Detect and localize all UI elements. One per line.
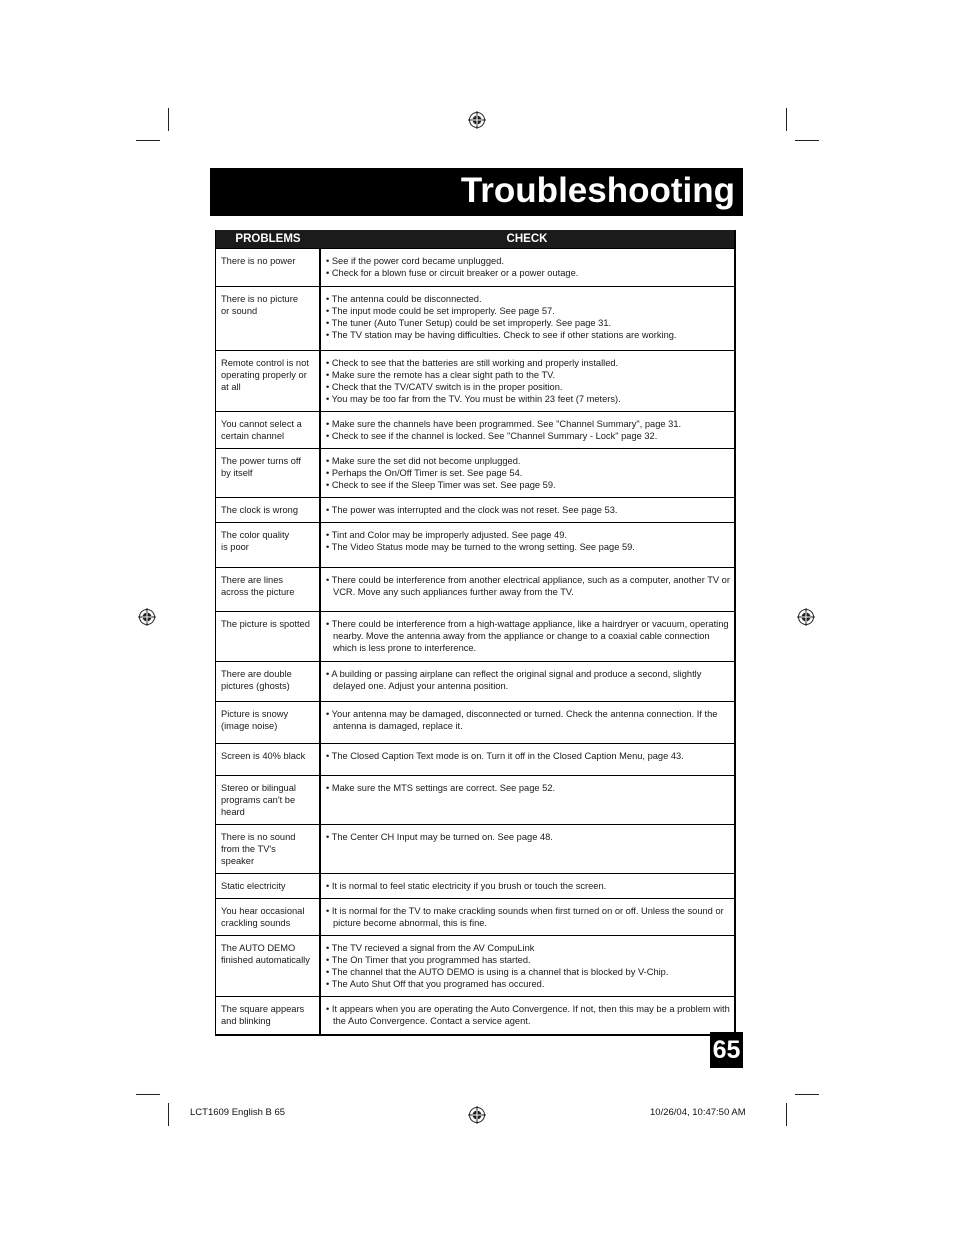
check-cell <box>320 523 735 568</box>
table-body <box>216 249 736 1035</box>
check-item: • Make sure the channels have been programmed. See "Channel Summary", page 31. <box>326 419 682 429</box>
check-cell <box>320 825 735 874</box>
problem-cell <box>216 662 321 702</box>
table-row <box>216 498 736 523</box>
check-item: • The tuner (Auto Tuner Setup) could be set improperly. See page 31. <box>326 318 612 328</box>
check-cell <box>320 351 735 412</box>
table-row <box>216 449 736 498</box>
crop-mark <box>136 1094 160 1095</box>
crop-mark <box>795 140 819 141</box>
check-cell <box>320 744 735 776</box>
check-cell <box>320 612 735 662</box>
page-number: 65 <box>710 1032 743 1068</box>
problem-text: heard <box>221 807 245 817</box>
problem-cell <box>216 825 321 874</box>
check-item: • There could be interference from another electrical appliance, such as a computer, another TV or VCR. Move any such appliances further away from the TV. <box>326 575 730 597</box>
check-header: CHECK <box>320 230 735 249</box>
problem-cell <box>216 568 321 612</box>
problem-text: operating properly or <box>221 370 307 380</box>
problem-text: speaker <box>221 856 255 866</box>
check-cell <box>320 412 735 449</box>
check-item: • The antenna could be disconnected. <box>326 294 482 304</box>
problem-text: pictures (ghosts) <box>221 681 290 691</box>
problem-text: programs can't be <box>221 795 296 805</box>
check-item: • Check to see if the Sleep Timer was set. See page 59. <box>326 480 556 490</box>
crop-mark <box>795 1094 819 1095</box>
problem-text: There is no power <box>221 256 296 266</box>
problem-text: crackling sounds <box>221 918 291 928</box>
table-row <box>216 412 736 449</box>
problem-text: There is no sound <box>221 832 296 842</box>
problem-cell <box>216 498 321 523</box>
check-item: • Check to see that the batteries are still working and properly installed. <box>326 358 619 368</box>
check-item: • Your antenna may be damaged, disconnected or turned. Check the antenna connection. If the antenna is damaged, replace it. <box>326 709 718 731</box>
check-item: • Check to see if the channel is locked. See "Channel Summary - Lock" page 32. <box>326 431 658 441</box>
check-item: • Check for a blown fuse or circuit breaker or a power outage. <box>326 268 579 278</box>
footer-right: 10/26/04, 10:47:50 AM <box>650 1107 746 1118</box>
problem-text: The color quality <box>221 530 290 540</box>
problem-cell <box>216 449 321 498</box>
check-cell <box>320 287 735 351</box>
footer-left: LCT1609 English B 65 <box>190 1107 286 1118</box>
table-row <box>216 523 736 568</box>
crop-mark <box>168 1103 169 1126</box>
registration-mark-icon <box>138 608 156 626</box>
check-cell <box>320 899 735 936</box>
table-row <box>216 874 736 899</box>
problem-cell <box>216 874 321 899</box>
problem-text: There are lines <box>221 575 284 585</box>
table-row <box>216 744 736 776</box>
problem-text: You cannot select a <box>221 419 302 429</box>
check-cell <box>320 249 735 287</box>
check-item: • The TV station may be having difficulties. Check to see if other stations are working. <box>326 330 677 340</box>
problem-cell <box>216 412 321 449</box>
crop-mark <box>786 108 787 131</box>
registration-mark-icon <box>468 1106 486 1124</box>
problem-text: from the TV's <box>221 844 276 854</box>
table-row <box>216 936 736 997</box>
problem-text: is poor <box>221 542 249 552</box>
check-item: • Make sure the MTS settings are correct. See page 52. <box>326 783 556 793</box>
check-cell <box>320 662 735 702</box>
check-item: • The power was interrupted and the clock was not reset. See page 53. <box>326 505 618 515</box>
check-cell <box>320 874 735 899</box>
check-cell <box>320 568 735 612</box>
problem-text: Screen is 40% black <box>221 751 306 761</box>
table-row <box>216 825 736 874</box>
crop-mark <box>786 1103 787 1126</box>
table-row <box>216 776 736 825</box>
check-item: • The Auto Shut Off that you programed has occured. <box>326 979 545 989</box>
problem-cell <box>216 351 321 412</box>
check-item: • It is normal for the TV to make crackling sounds when first turned on or off. Unless the sound or picture become abnormal, this is fine. <box>326 906 724 928</box>
problem-cell <box>216 702 321 744</box>
problem-text: The power turns off <box>221 456 301 466</box>
page-title: Troubleshooting <box>460 171 735 210</box>
problem-text: The picture is spotted <box>221 619 310 629</box>
problem-text: The square appears <box>221 1004 305 1014</box>
problem-text: and blinking <box>221 1016 271 1026</box>
troubleshooting-table <box>215 230 736 1036</box>
problem-cell <box>216 523 321 568</box>
check-item: • There could be interference from a high-wattage appliance, like a hairdryer or vacuum, operating nearby. Move the antenna away from the appliance or change to a coaxial cable connection which is less prone to interference. <box>326 619 729 653</box>
check-cell <box>320 997 735 1035</box>
problem-cell <box>216 249 321 287</box>
table-row <box>216 249 736 287</box>
crop-mark <box>136 140 160 141</box>
check-cell <box>320 776 735 825</box>
problem-text: You hear occasional <box>221 906 305 916</box>
problem-text: Remote control is not <box>221 358 309 368</box>
check-item: • Tint and Color may be improperly adjusted. See page 49. <box>326 530 567 540</box>
problem-cell <box>216 997 321 1035</box>
table-row <box>216 899 736 936</box>
check-item: • The On Timer that you programmed has started. <box>326 955 531 965</box>
check-item: • The channel that the AUTO DEMO is using is a channel that is blocked by V-Chip. <box>326 967 669 977</box>
check-item: • The Video Status mode may be turned to the wrong setting. See page 59. <box>326 542 635 552</box>
problem-cell <box>216 744 321 776</box>
problem-text: at all <box>221 382 241 392</box>
check-cell <box>320 498 735 523</box>
problem-text: certain channel <box>221 431 285 441</box>
problem-cell <box>216 612 321 662</box>
table-row <box>216 662 736 702</box>
check-cell <box>320 449 735 498</box>
check-cell <box>320 936 735 997</box>
table-row <box>216 287 736 351</box>
problem-text: or sound <box>221 306 258 316</box>
problem-cell <box>216 936 321 997</box>
table-row <box>216 702 736 744</box>
registration-mark-icon <box>797 608 815 626</box>
table-row <box>216 351 736 412</box>
registration-mark-icon <box>468 111 486 129</box>
crop-mark <box>168 108 169 131</box>
check-item: • It appears when you are operating the Auto Convergence. If not, then this may be a problem with the Auto Convergence. Contact a service agent. <box>326 1004 730 1026</box>
problem-text: Stereo or bilingual <box>221 783 296 793</box>
check-cell <box>320 702 735 744</box>
problem-text: Static electricity <box>221 881 286 891</box>
problem-text: finished automatically <box>221 955 310 965</box>
table-header-row <box>216 230 736 249</box>
problem-text: Picture is snowy <box>221 709 289 719</box>
problem-text: across the picture <box>221 587 295 597</box>
table-row <box>216 612 736 662</box>
check-item: • See if the power cord became unplugged. <box>326 256 504 266</box>
check-item: • Make sure the set did not become unplugged. <box>326 456 521 466</box>
check-item: • The input mode could be set improperly. See page 57. <box>326 306 555 316</box>
check-item: • You may be too far from the TV. You must be within 23 feet (7 meters). <box>326 394 621 404</box>
problem-text: There are double <box>221 669 292 679</box>
problem-text: There is no picture <box>221 294 298 304</box>
problems-header: PROBLEMS <box>216 230 321 249</box>
table-row <box>216 568 736 612</box>
title-banner <box>210 168 743 216</box>
table-row <box>216 997 736 1035</box>
check-item: • The Closed Caption Text mode is on. Turn it off in the Closed Caption Menu, page 43. <box>326 751 684 761</box>
check-item: • A building or passing airplane can reflect the original signal and produce a second, slightly delayed one. Adjust your antenna position. <box>326 669 702 691</box>
check-item: • Perhaps the On/Off Timer is set. See page 54. <box>326 468 523 478</box>
problem-cell <box>216 287 321 351</box>
check-item: • The Center CH Input may be turned on. See page 48. <box>326 832 553 842</box>
problem-cell <box>216 776 321 825</box>
check-item: • The TV recieved a signal from the AV CompuLink <box>326 943 535 953</box>
check-item: • It is normal to feel static electricity if you brush or touch the screen. <box>326 881 607 891</box>
problem-text: The clock is wrong <box>221 505 298 515</box>
problem-text: The AUTO DEMO <box>221 943 296 953</box>
problem-text: by itself <box>221 468 253 478</box>
check-item: • Make sure the remote has a clear sight path to the TV. <box>326 370 556 380</box>
problem-text: (image noise) <box>221 721 278 731</box>
check-item: • Check that the TV/CATV switch is in the proper position. <box>326 382 563 392</box>
problem-cell <box>216 899 321 936</box>
